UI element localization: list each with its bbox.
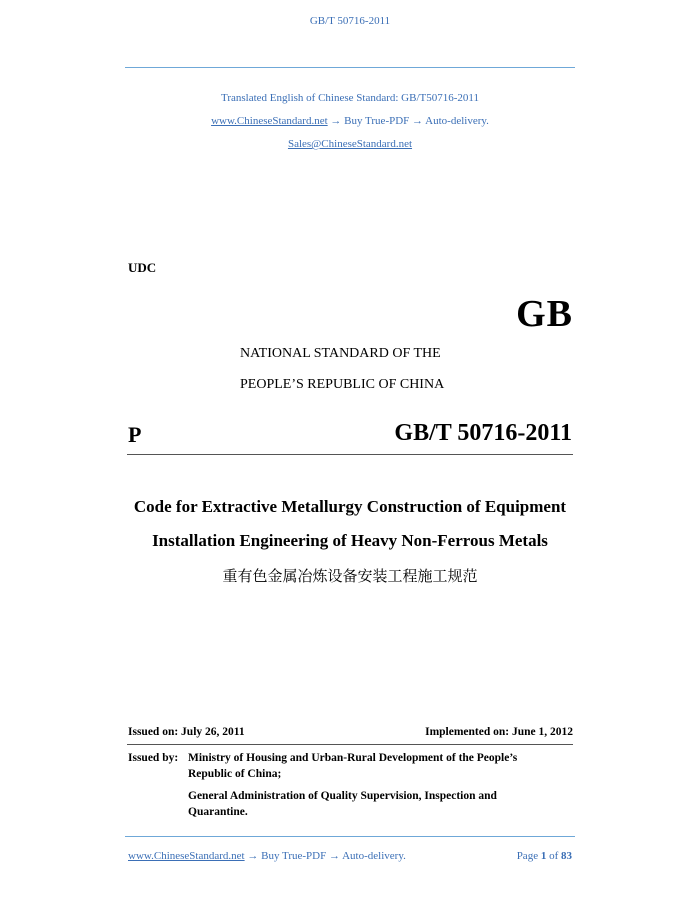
issuer-line3: General Administration of Quality Supervision, Inspection and [188,790,497,802]
udc-label: UDC [128,260,157,275]
sales-email-link[interactable]: Sales@ChineseStandard.net [287,138,413,150]
issuer-line2: Republic of China; [188,768,282,780]
implemented-on: Implemented on: June 1, 2012 [425,726,573,738]
title-divider [127,454,573,455]
purchase-text: → Buy True-PDF → Auto-delivery. [327,115,489,127]
issued-on: Issued on: July 26, 2011 [128,726,245,738]
header-standard-code: GB/T 50716-2011 [309,15,391,27]
title-chinese: 重有色金属冶炼设备安装工程施工规范 [222,567,478,585]
gb-logo: GB [516,293,573,335]
translation-notice: Translated English of Chinese Standard: GB/T50716-2011 [221,92,479,104]
footer-site-link[interactable]: www.ChineseStandard.net [128,850,245,862]
page-indicator [517,850,572,862]
page-total: 83 [561,850,572,862]
national-standard-line1: NATIONAL STANDARD OF THE [240,346,441,361]
page-label: Page [516,850,539,862]
email-line [0,138,700,150]
page-number: 1 [540,850,547,862]
issuer-line4: Quarantine. [188,806,248,818]
of-label: of [549,850,559,862]
category-letter: P [128,422,142,447]
national-standard-line2: PEOPLE’S REPUBLIC OF CHINA [240,377,445,392]
dates-row [128,726,573,738]
footer-purchase-text: → Buy True-PDF → Auto-delivery. [244,850,406,862]
issued-by-label: Issued by: [128,752,179,764]
issuer-line1: Ministry of Housing and Urban-Rural Development of the People’s [188,752,518,764]
footer-divider [125,836,575,837]
header-divider [125,67,575,68]
standard-number: GB/T 50716-2011 [394,420,572,446]
dates-divider [127,744,573,745]
title-english-line2: Installation Engineering of Heavy Non-Ferrous Metals [152,531,548,550]
site-link[interactable]: www.ChineseStandard.net [211,115,328,127]
footer-purchase-line [128,850,406,862]
purchase-line [0,115,700,127]
title-english-line1: Code for Extractive Metallurgy Construction of Equipment [133,497,567,516]
